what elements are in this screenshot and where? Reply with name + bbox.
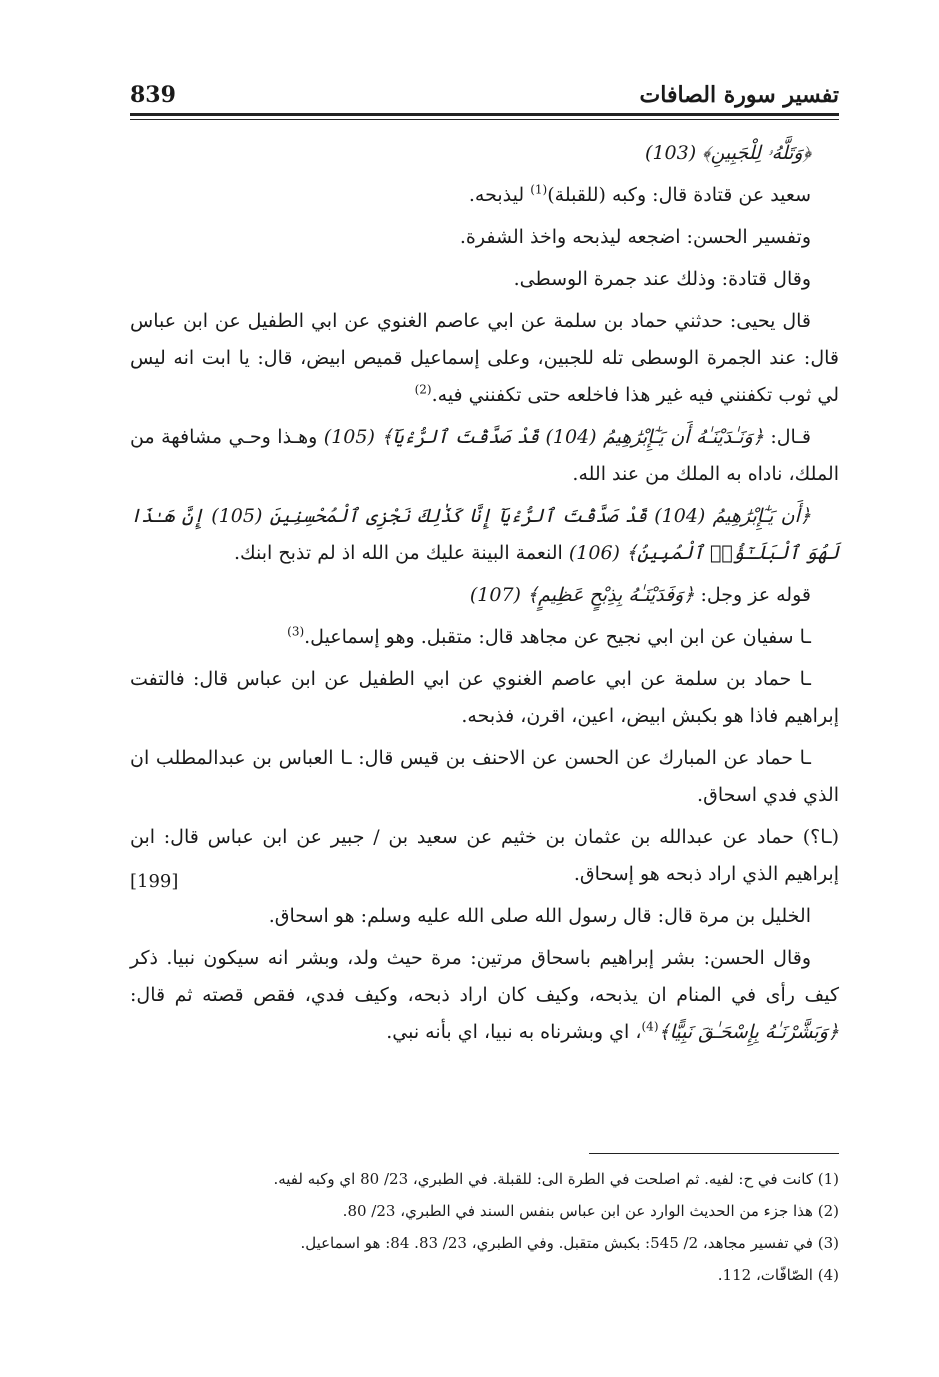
footnote-separator [589,1153,839,1154]
footnote: (2) هذا جزء من الحديث الوارد عن ابن عباس بنفس السند في الطبري، 23/ 80. [342,1202,839,1220]
footnotes [130,1163,839,1291]
paragraph [130,740,839,814]
page-header [130,68,839,108]
text-run: الخليل بن مرة قال: قال رسول الله صلى الله عليه وسلم: هو اسحاق. [268,905,811,927]
text-run: وقال قتادة: وذلك عند جمرة الوسطى. [513,268,811,290]
text-run: قال يحيى: حدثني حماد بن سلمة عن ابي عاصم الغنوي عن ابي الطفيل عن ابن عباس قال: عند الجمرة الوسطى تله للجبين، وعلى إسماعيل قميص ابيض، قال: يا ابت انه ليس لي ثوب تكفنني فيه غير هذا فاخلعه حتى تكفنني فيه. [130,310,839,406]
text-run: وهـذا وحـي مشافهة من الملك، ناداه به الملك من عند الله. [130,426,839,485]
header-rule-thick [130,113,839,116]
paragraph [130,177,839,214]
text-run: ليذبحه. [468,184,531,206]
text-run: قـال: [763,426,811,448]
paragraph [130,661,839,735]
footnote-ref: (4) [641,1019,659,1034]
paragraph [130,577,839,614]
footnote: (3) في تفسير مجاهد، 2/ 545: بكبش متقبل. وفي الطبري، 23/ 83. 84: هو اسماعيل. [300,1234,839,1252]
main-text [130,135,839,1056]
paragraph [130,219,839,256]
paragraph [130,261,839,298]
footnote: (4) الصّافّات، 112. [717,1266,839,1284]
paragraph [130,940,839,1051]
paragraph [130,303,839,414]
quran-quote: ﴿وَفَدَيْنَـٰهُ بِذِبْحٍ عَظِيمٍ﴾ (107) [469,584,695,606]
text-run: قوله عز وجل: [694,584,811,606]
paragraph [130,498,839,572]
text-run: ـا سفيان عن ابن ابي نجيح عن مجاهد قال: متقبل. وهو إسماعيل. [304,626,811,648]
margin-page-marker: [199] [130,871,179,892]
quran-quote: ﴿وَتَلَّهُۥ لِلْجَبِينِ﴾ (103) [645,142,811,164]
paragraph [130,898,839,935]
paragraph [130,419,839,493]
quran-quote: ﴿أَن يَـٰٓإِبْرَٰهِيمُ (104) قَدْ صَدَّقْتَ ٱلرُّءْيَآ إِنَّا كَذَٰلِكَ نَجْزِى ٱلْمُحْسِنِينَ (105) إِنَّ هَـٰذَا لَهُوَ ٱلْبَلَـٰٓؤُا۟ ٱلْمُبِينُ﴾ (106) [130,505,839,564]
page-number: 839 [130,82,176,108]
quran-quote: ﴿وَبَشَّرْنَـٰهُ بِإِسْحَـٰقَ نَبِيًّا﴾ [658,1021,839,1043]
footnote: (1) كانت في ح: لفيه. ثم اصلحت في الطرة الى: للقبلة. في الطبري، 23/ 80 اي وكبه لفيه. [273,1170,839,1188]
paragraph [130,819,839,893]
text-run: وتفسير الحسن: اضجعه ليذبحه واخذ الشفرة. [459,226,811,248]
quran-quote: ﴿وَنَـٰدَيْنَـٰهُ أَن يَـٰٓإِبْرَٰهِيمُ (104) قَدْ صَدَّقْتَ ٱلرُّءْيَآ﴾ (105) [323,426,764,448]
running-title: تفسير سورة الصافات [639,82,839,108]
footnote-ref: (1) [530,182,548,197]
text-run: النعمة البينة عليك من الله اذ لم تذبح ابنك. [233,542,569,564]
paragraph [130,135,839,172]
text-run: ، اي وبشرناه به نبيا، اي بأنه نبي. [386,1021,642,1043]
text-run: سعيد عن قتادة قال: وكبه (للقبلة) [547,184,811,206]
text-run: ـا حماد عن المبارك عن الحسن عن الاحنف بن قيس قال: ـا العباس بن عبدالمطلب ان الذي فدي اسحاق. [130,747,839,806]
text-run: وقال الحسن: بشر إبراهيم باسحاق مرتين: مرة حيث ولد، وبشر انه سيكون نبيا. ذكر كيف رأى في المنام ان يذبحه، وكيف كان اراد ذبحه، وكيف فدي، فقص قصته ثم قال: [130,947,839,1006]
paragraph [130,619,839,656]
header-rule-thin [130,119,839,120]
footnote-ref: (2) [414,382,432,397]
text-run: (ـا؟) حماد عن عبدالله بن عثمان بن خثيم عن سعيد بن / جبير عن ابن عباس قال: ابن إبراهيم الذي اراد ذبحه هو إسحاق. [130,826,839,885]
footnote-ref: (3) [287,624,305,639]
text-run: ـا حماد بن سلمة عن ابي عاصم الغنوي عن ابي الطفيل عن ابن عباس قال: فالتفت إبراهيم فاذا هو بكبش ابيض، اعين، اقرن، فذبحه. [130,668,839,727]
